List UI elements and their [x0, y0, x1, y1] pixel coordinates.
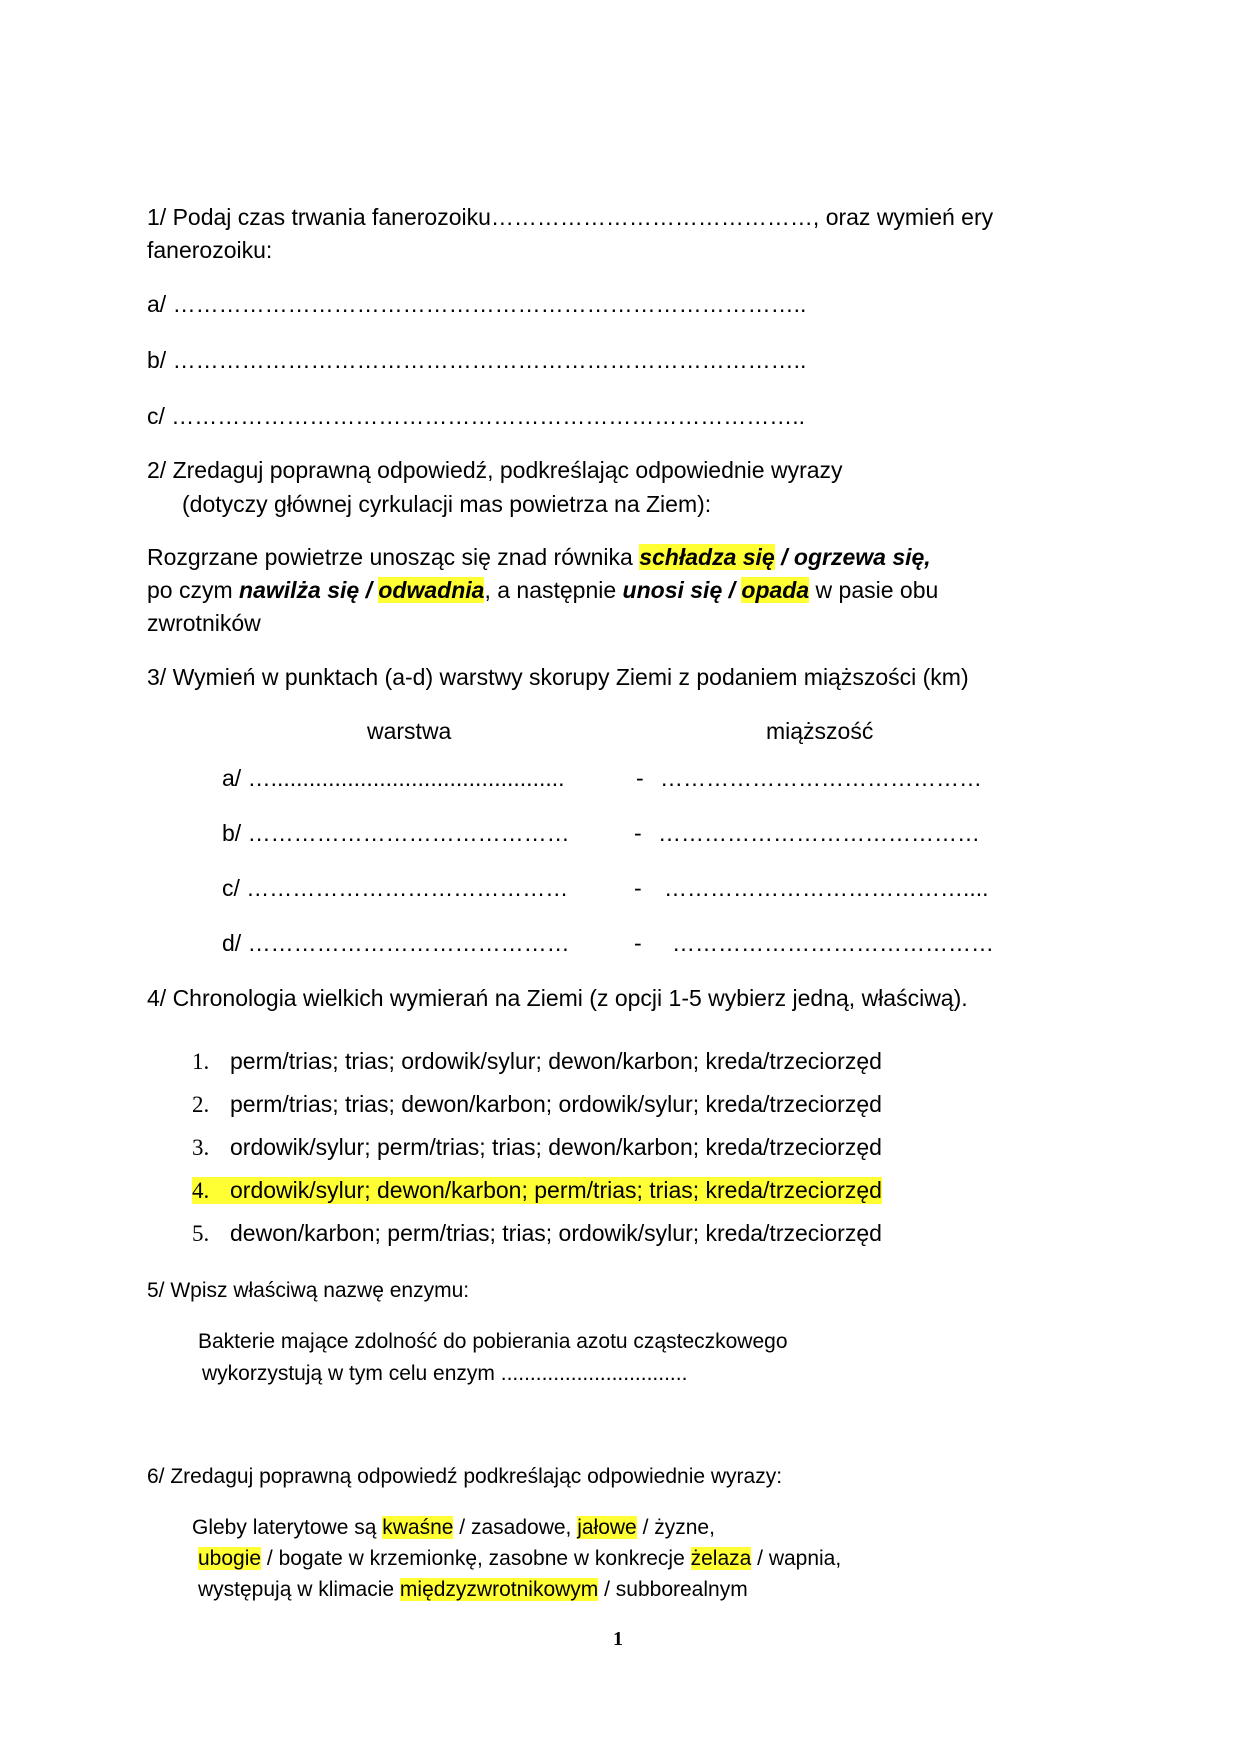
- q1-answer-b: b/ ………………………………………………………………………..: [147, 347, 807, 373]
- q5-line2: wykorzystują w tym celu enzym ................................: [202, 1362, 688, 1385]
- q4-option-4-highlighted: [192, 1177, 882, 1204]
- q3-row-a-left: a/ …..............................................: [222, 765, 565, 791]
- q6-text: Gleby laterytowe są: [192, 1516, 383, 1539]
- q6-text: występują w klimacie: [198, 1578, 400, 1601]
- q6-line1: [192, 1516, 715, 1540]
- q6-option-zelaza: żelaza: [690, 1547, 752, 1570]
- q1-answer-c: c/ ………………………………………………………………………..: [147, 403, 806, 429]
- q3-row-c-right: …………………………………....: [664, 875, 989, 901]
- q3-row-d-dash: -: [634, 930, 642, 956]
- q4-option-number: 2.: [192, 1092, 210, 1117]
- q6-text: / bogate w krzemionkę, zasobne w konkrecje: [261, 1547, 691, 1570]
- q6-option-ubogie: ubogie: [198, 1547, 262, 1570]
- q3-row-a-dash: -: [636, 765, 644, 791]
- q2-separator: /: [774, 544, 794, 570]
- q2-option-opada: opada: [741, 577, 810, 603]
- page-number: 1: [613, 1628, 623, 1650]
- q6-text: / subborealnym: [598, 1578, 748, 1601]
- q6-text: / żyzne,: [636, 1516, 715, 1539]
- q1-line1: 1/ Podaj czas trwania fanerozoiku……………………………………, oraz wymień ery: [147, 204, 994, 230]
- q2-text: Rozgrzane powietrze unosząc się znad równika: [147, 544, 640, 570]
- q2-option-schladza: schładza się: [639, 544, 775, 570]
- q3-column-warstwa: warstwa: [367, 718, 452, 744]
- q6-line2: [198, 1547, 841, 1571]
- q2-text: po czym: [147, 577, 240, 603]
- q6-option-jalowe: jałowe: [577, 1516, 637, 1539]
- q2-separator: /: [359, 577, 379, 603]
- q2-text: w pasie obu: [809, 577, 939, 603]
- q3-row-d-left: d/ ……………………………………: [222, 930, 570, 956]
- q2-option-nawilza: nawilża się: [239, 577, 360, 603]
- q3-row-d-right: ……………………………………: [672, 930, 994, 956]
- q6-option-miedzyzwrotnikowym: międzyzwrotnikowym: [399, 1578, 599, 1601]
- q5-title: 5/ Wpisz właściwą nazwę enzymu:: [147, 1279, 470, 1302]
- q2-option-unosi: unosi się: [622, 577, 723, 603]
- q6-line3: [198, 1578, 748, 1602]
- q3-row-b-dash: -: [634, 820, 642, 846]
- q4-option-5: [192, 1220, 882, 1247]
- q2-paragraph-line1: [147, 544, 931, 571]
- q4-option-number: 5.: [192, 1221, 210, 1246]
- q4-option-number: 1.: [192, 1049, 210, 1074]
- q2-text: , a następnie: [484, 577, 623, 603]
- q3-row-b-left: b/ ……………………………………: [222, 820, 570, 846]
- q2-line2: (dotyczy głównej cyrkulacji mas powietrza na Ziem):: [182, 491, 712, 517]
- q6-text: / wapnia,: [751, 1547, 842, 1570]
- q3-column-miazszosc: miąższość: [766, 718, 874, 744]
- q5-line1: Bakterie mające zdolność do pobierania azotu cząsteczkowego: [198, 1330, 788, 1353]
- q3-row-b-right: ……………………………………: [658, 820, 980, 846]
- q4-option-number: 4.: [192, 1178, 210, 1203]
- q4-option-number: 3.: [192, 1135, 210, 1160]
- q2-option-odwadnia: odwadnia: [378, 577, 485, 603]
- q3-row-a-right: ……………………………………: [660, 765, 982, 791]
- q4-option-1: [192, 1048, 882, 1075]
- q6-text: / zasadowe,: [453, 1516, 578, 1539]
- q1-line2: fanerozoiku:: [147, 237, 273, 263]
- q4-option-text: dewon/karbon; perm/trias; trias; ordowik/sylur; kreda/trzeciorzęd: [230, 1220, 882, 1246]
- q4-option-text: ordowik/sylur; dewon/karbon; perm/trias; trias; kreda/trzeciorzęd: [230, 1177, 882, 1203]
- q1-answer-a: a/ ………………………………………………………………………..: [147, 291, 807, 317]
- q4-option-2: [192, 1091, 882, 1118]
- q2-line1: 2/ Zredaguj poprawną odpowiedź, podkreślając odpowiednie wyrazy: [147, 457, 843, 483]
- q4-title: 4/ Chronologia wielkich wymierań na Ziemi (z opcji 1-5 wybierz jedną, właściwą).: [147, 985, 968, 1011]
- q4-option-text: ordowik/sylur; perm/trias; trias; dewon/karbon; kreda/trzeciorzęd: [230, 1134, 882, 1160]
- q3-row-c-dash: -: [634, 875, 642, 901]
- q3-title: 3/ Wymień w punktach (a-d) warstwy skorupy Ziemi z podaniem miąższości (km): [147, 664, 969, 690]
- q6-option-kwasne: kwaśne: [382, 1516, 454, 1539]
- q2-paragraph-line2: [147, 577, 938, 604]
- q2-text: ,: [924, 544, 931, 570]
- q4-option-3: [192, 1134, 882, 1161]
- q4-option-text: perm/trias; trias; ordowik/sylur; dewon/karbon; kreda/trzeciorzęd: [230, 1048, 882, 1074]
- q4-option-text: perm/trias; trias; dewon/karbon; ordowik/sylur; kreda/trzeciorzęd: [230, 1091, 882, 1117]
- q2-paragraph-line3: zwrotników: [147, 610, 261, 636]
- q6-title: 6/ Zredaguj poprawną odpowiedź podkreślając odpowiednie wyrazy:: [147, 1465, 783, 1488]
- q2-separator: /: [722, 577, 742, 603]
- q2-option-ogrzewa: ogrzewa się: [793, 544, 925, 570]
- q3-row-c-left: c/ ……………………………………: [222, 875, 569, 901]
